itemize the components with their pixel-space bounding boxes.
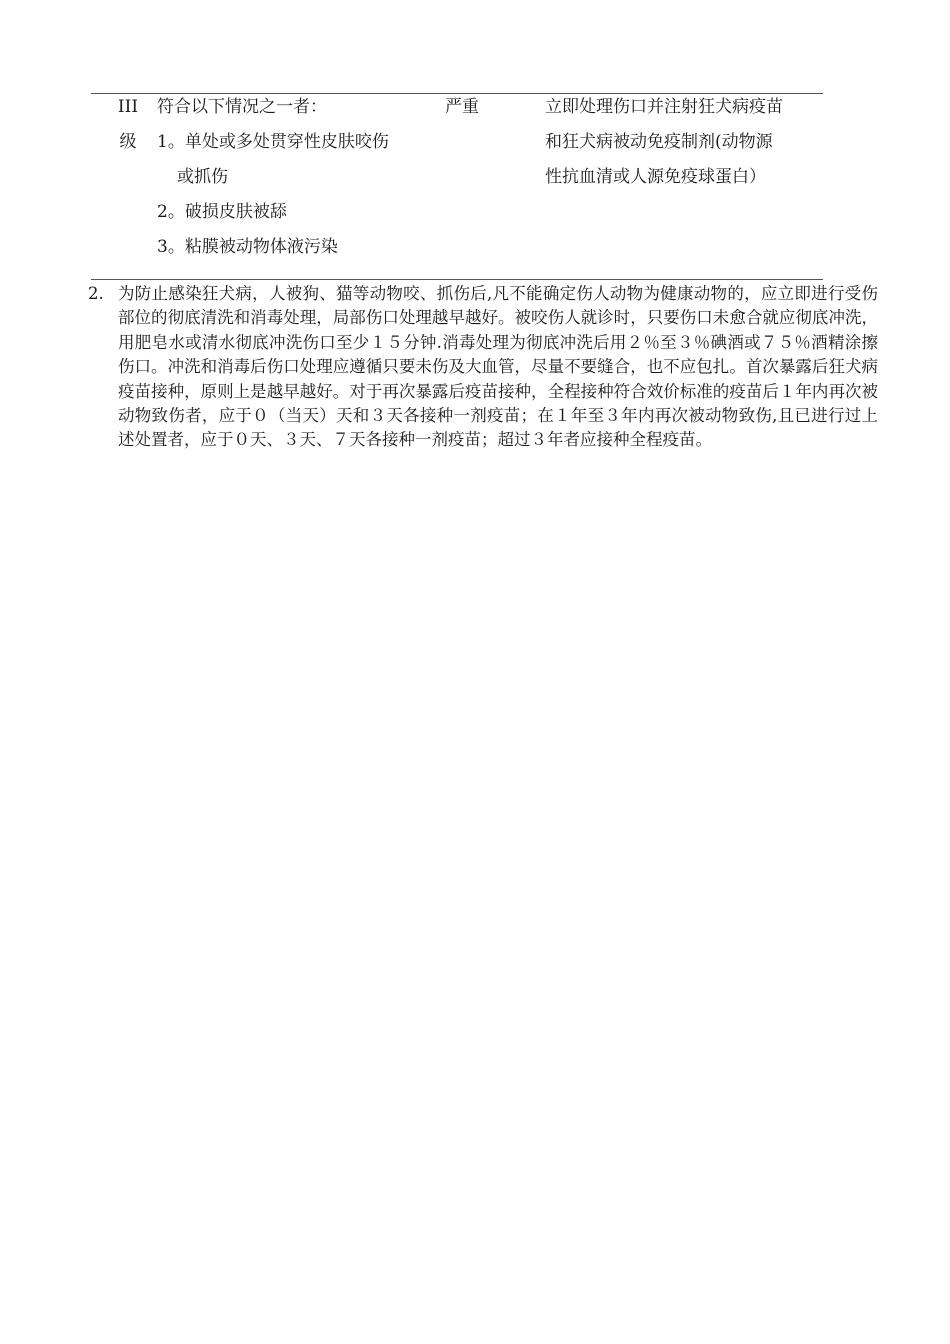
severity-cell	[445, 90, 479, 125]
numbered-note	[88, 282, 878, 453]
grade-level: III	[117, 97, 139, 117]
grade-cell	[108, 90, 148, 160]
note-number: 2.	[88, 284, 104, 303]
condition-item-continuation: 或抓伤	[177, 167, 228, 187]
severity-label: 严重	[445, 97, 479, 117]
grade-suffix: 级	[119, 132, 137, 152]
action-line: 立即处理伤口并注射狂犬病疫苗	[545, 97, 783, 117]
action-cell	[545, 90, 783, 195]
table-bottom-rule	[91, 279, 823, 280]
condition-item: 2。破损皮肤被舔	[157, 202, 287, 222]
action-line: 和狂犬病被动免疫制剂(动物源	[545, 132, 773, 152]
conditions-heading: 符合以下情况之一者：	[157, 97, 327, 117]
action-line: 性抗血清或人源免疫球蛋白）	[545, 167, 766, 187]
condition-item: 1。单处或多处贯穿性皮肤咬伤	[157, 132, 389, 152]
note-paragraph: 为防止感染狂犬病，人被狗、猫等动物咬、抓伤后,凡不能确定伤人动物为健康动物的，应立即进行受伤部位的彻底清洗和消毒处理，局部伤口处理越早越好。被咬伤人就诊时，只要伤口未愈合就应彻底冲洗，用肥皂水或清水彻底冲洗伤口至少１５分钟.消毒处理为彻底冲洗后用２％至３％碘酒或７５％酒精涂擦伤口。冲洗和消毒后伤口处理应遵循只要未伤及大血管，尽量不要缝合，也不应包扎。首次暴露后狂犬病疫苗接种，原则上是越早越好。对于再次暴露后疫苗接种，全程接种符合效价标准的疫苗后１年内再次被动物致伤者，应于０（当天）天和３天各接种一剂疫苗；在１年至３年内再次被动物致伤,且已进行过上述处置者，应于０天、３天、７天各接种一剂疫苗；超过３年者应接种全程疫苗。	[118, 284, 878, 450]
conditions-cell	[157, 90, 389, 265]
condition-item: 3。粘膜被动物体液污染	[157, 237, 338, 257]
